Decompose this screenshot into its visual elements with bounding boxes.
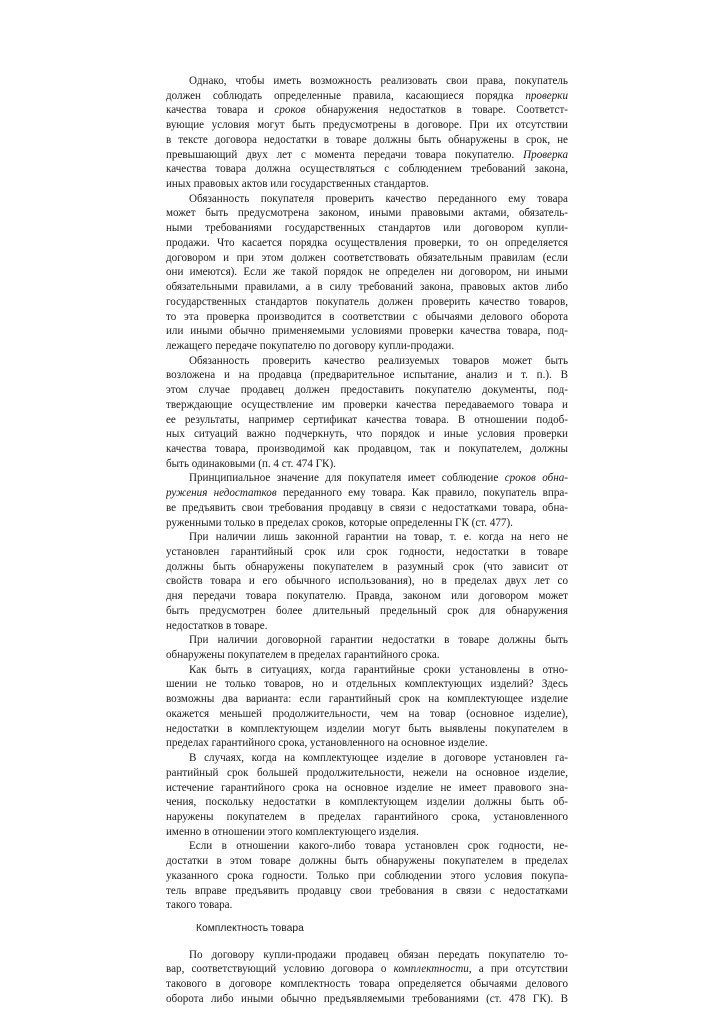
text-line: шении не только товаров, но и отдельных комплектующих изделий? Здесь — [166, 678, 568, 691]
text-run: Принципиальное значение для покупателя имеет соблюдение — [189, 472, 505, 485]
text-line: недостатки в комплектующем изделии могут быть выявлены покупателем в — [166, 722, 568, 735]
text-line: В случаях, когда на комплектующее изделие в договоре установлен га- — [189, 752, 568, 765]
text-line: ее результаты, например сертификат качества товара. В отношении подоб- — [166, 413, 568, 426]
paragraph — [166, 354, 568, 472]
text-line: ных ситуаций важно подчеркнуть, что порядок и иные условия проверки — [166, 428, 568, 441]
text-line: свойств товара и его обычного использования), но в пределах двух лет со — [166, 575, 568, 588]
text-line: Если в отношении какого-либо товара установлен срок годности, не- — [189, 840, 568, 853]
text-line: ве предъявить свои требования продавцу в связи с недостатками товара, обна- — [166, 501, 568, 514]
text-line — [166, 471, 568, 486]
text-line: обязательными правилами, а в силу требований закона, правовых актов либо — [166, 281, 568, 294]
text-line: указанного срока годности. Только при соблюдении этого условия покупа- — [166, 869, 568, 882]
text-line: тель вправе предъявить продавцу свои требования в связи с недостатками — [166, 884, 568, 897]
text-line: вующие условия могут быть предусмотрены в договоре. При их отсутствии — [166, 119, 568, 132]
text-line: качества товара должна осуществляться с соблюдением требований закона, — [166, 163, 568, 176]
text-line: Обязанность покупателя проверить качество переданного ему товара — [189, 192, 568, 205]
text-line — [166, 89, 568, 104]
text-line: именно в отношении этого комплектующего изделия. — [166, 825, 419, 838]
text-line: качества товара, производимой как продавцом, так и покупателем, должны — [166, 442, 568, 455]
text-line: такового в договоре комплектность товара определяется обычаями делового — [166, 978, 568, 991]
text-line: они имеются). Если же такой порядок не определен ни договором, ни иными — [166, 266, 568, 279]
paragraph — [166, 663, 568, 751]
text-line: достатки в этом товаре должны быть обнаружены покупателем в пределах — [166, 855, 568, 868]
text-line: возможны два варианта: если гарантийный срок на комплектующее изделие — [166, 693, 568, 706]
text-line: лежащего передаче покупателю по договору купли-продажи. — [166, 339, 455, 352]
text-line: быть одинаковыми (п. 4 ст. 474 ГК). — [166, 457, 336, 470]
text-line: истечение гарантийного срока на основное изделие не имеет правового зна- — [166, 781, 568, 794]
emphasis: комплектности, — [393, 963, 472, 976]
text-line: договором и при этом должен соответствовать обязательным правилам (если — [166, 251, 568, 264]
section-heading: Комплектность товара — [196, 922, 304, 934]
text-line: чения, поскольку недостатки в комплектующем изделии должны быть об- — [166, 796, 568, 809]
text-line: этом случае продавец должен предоставить покупателю документы, под- — [166, 384, 568, 397]
text-run: обнаружения недостатков в товаре. Соответст- — [305, 104, 568, 117]
text-line: такого товара. — [166, 899, 233, 912]
paragraph — [166, 948, 568, 1007]
text-line: руженными только в пределах сроков, которые определенны ГК (ст. 477). — [166, 516, 513, 529]
text-line: иных правовых актов или государственных стандартов. — [166, 178, 429, 191]
text-line: или иными обычно применяемыми условиями проверки качества товара, под- — [166, 325, 568, 338]
paragraph — [166, 74, 568, 192]
text-line: быть предусмотрен более длительный предельный срок для обнаружения — [166, 604, 568, 617]
paragraph — [166, 192, 568, 354]
emphasis: ружения недостатков — [166, 487, 277, 500]
text-line: государственных стандартов покупатель должен проверить качество товаров, — [166, 295, 568, 308]
text-line — [166, 962, 568, 977]
text-line — [166, 148, 568, 163]
emphasis: сроков — [274, 104, 306, 117]
text-run: качества товара и — [166, 104, 275, 117]
text-line: то эта проверка производится в соответствии с обычаями делового оборота — [166, 310, 568, 323]
text-line: в тексте договора недостатки в товаре должны быть обнаружены в срок, не — [166, 133, 568, 146]
emphasis: сроков обна- — [504, 472, 568, 485]
text-line: должны быть обнаружены покупателем в разумный срок (что зависит от — [166, 560, 568, 573]
text-run: вар, соответствующий условию договора о — [166, 963, 394, 976]
text-line: недостатков в товаре. — [166, 619, 268, 632]
text-line: По договору купли-продажи продавец обязан передать покупателю то- — [189, 948, 568, 961]
body-text — [166, 74, 568, 1007]
text-line: При наличии лишь законной гарантии на товар, т. е. когда на него не — [189, 531, 568, 544]
paragraph — [166, 839, 568, 913]
text-line: При наличии договорной гарантии недостатки в товаре должны быть — [189, 634, 568, 647]
paragraph — [166, 633, 568, 662]
text-line: рантийный срок большей продолжительности, нежели на основное изделие, — [166, 766, 568, 779]
text-line: ными требованиями государственных стандартов или договором купли- — [166, 222, 568, 235]
text-run: должен соблюдать определенные правила, касающиеся порядка — [166, 89, 526, 102]
text-run: а при отсутствии — [471, 963, 568, 976]
text-line — [166, 103, 568, 118]
text-line: Однако, чтобы иметь возможность реализовать свои права, покупатель — [189, 75, 568, 87]
text-line: Обязанность проверить качество реализуемых товаров может быть — [189, 354, 568, 367]
text-line — [166, 486, 568, 501]
text-line: пределах гарантийного срока, установленного на основное изделие. — [166, 737, 488, 750]
text-line: установлен гарантийный срок или срок годности, недостатки в товаре — [166, 546, 568, 558]
text-line: продажи. Что касается порядка осуществления проверки, то он определяется — [166, 236, 568, 249]
text-line: тверждающие осуществление им проверки качества передаваемого товара и — [166, 398, 568, 411]
text-run: переданного ему товара. Как правило, покупатель впра- — [276, 487, 568, 500]
paragraph — [166, 751, 568, 839]
text-line: дня передачи товара покупателю. Правда, законом или договором может — [166, 590, 568, 603]
text-line: окажется меньшей продолжительности, чем на товар (основное изделие), — [166, 707, 568, 720]
text-run: превышающий двух лет с момента передачи товара покупателю. — [166, 148, 524, 161]
text-line: обнаружены покупателем в пределах гарантийного срока. — [166, 649, 440, 662]
text-line: наружены покупателем в пределах гарантийного срока, установленного — [166, 810, 568, 823]
paragraph — [166, 471, 568, 530]
emphasis: проверки — [525, 89, 568, 102]
emphasis: Проверка — [523, 148, 568, 161]
text-line: Как быть в ситуациях, когда гарантийные сроки установлены в отно- — [189, 663, 568, 676]
text-line: оборота либо иными обычно предъявляемыми требованиями (ст. 478 ГК). В — [166, 992, 568, 1005]
text-line: возложена и на продавца (предварительное испытание, анализ и т. п.). В — [166, 369, 568, 382]
paragraph — [166, 530, 568, 633]
text-line: может быть предусмотрена законом, иными правовыми актами, обязатель- — [166, 207, 568, 220]
